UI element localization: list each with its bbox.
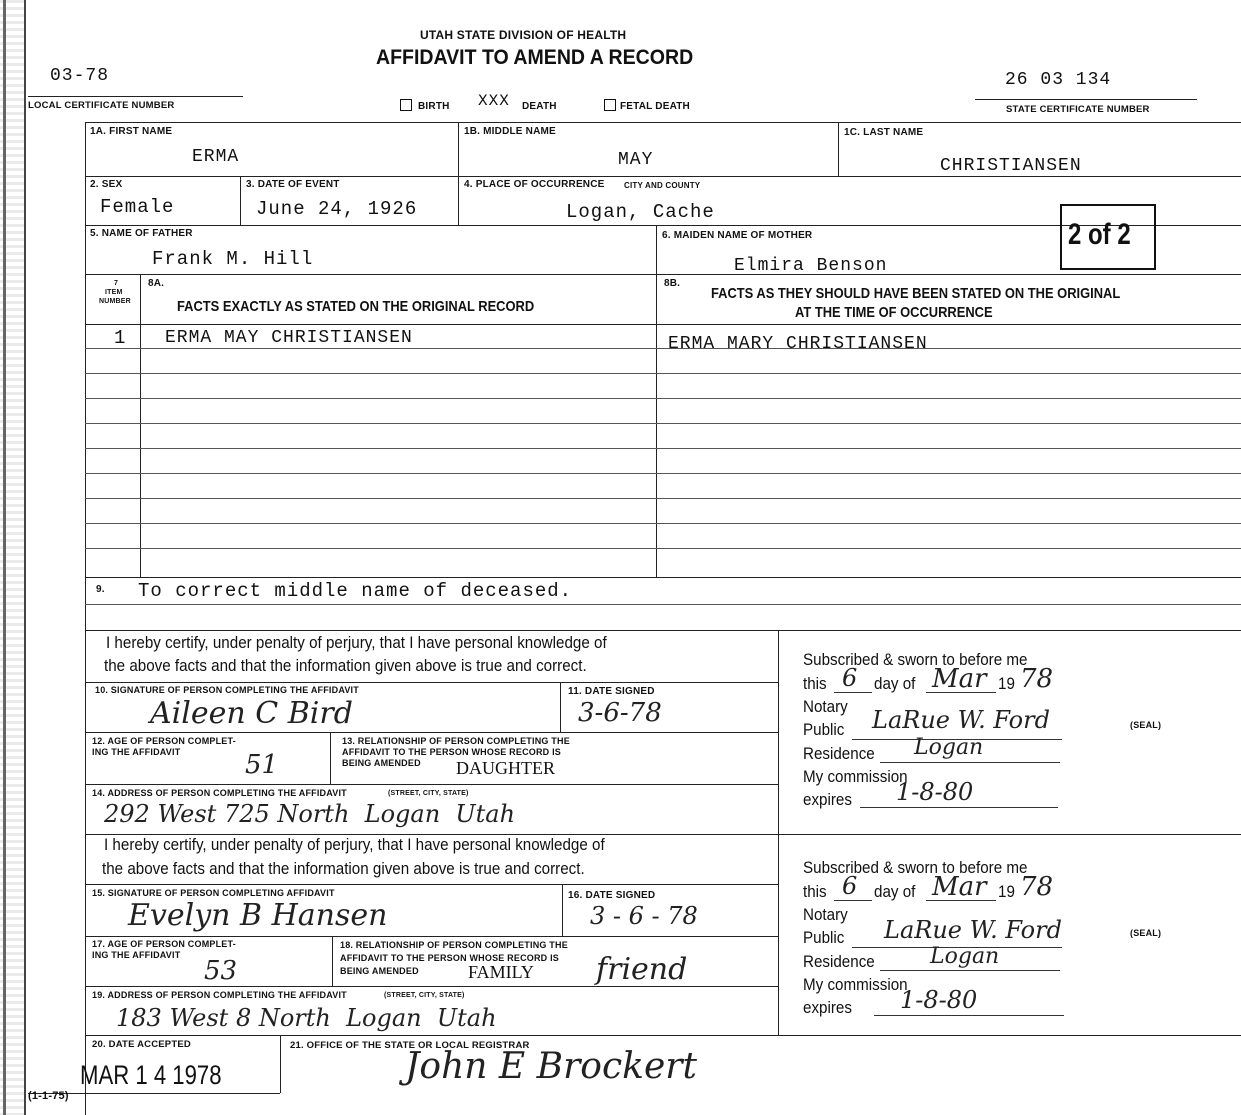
col-8b-heading-2: AT THE TIME OF OCCURRENCE [795,304,993,321]
divider [280,1035,281,1093]
notary1-this: this [803,675,827,693]
divider [778,630,779,1035]
notary1-expires: 1-8-80 [896,778,974,806]
fetal-death-option-label: FETAL DEATH [620,101,690,112]
sex-value: Female [100,196,175,218]
notary2-day: 6 [842,872,858,900]
divider [85,834,1241,835]
divider [560,682,561,732]
divider [85,176,1241,177]
registrar-signature: John E Brockert [405,1046,697,1087]
affiant2-date-label: 16. DATE SIGNED [568,890,656,901]
notary2-residence-line [880,970,1060,971]
item-number-label-3: NUMBER [99,298,131,305]
form-top-border [85,122,1241,123]
affiant2-age: 53 [204,956,238,986]
date-of-event-label: 3. DATE OF EVENT [246,179,340,190]
affiant1-relationship: DAUGHTER [456,758,555,778]
affiant1-address: 292 West 725 North Logan Utah [104,800,516,828]
affiant1-age-label-1: 12. AGE OF PERSON COMPLET- [92,736,236,746]
divider [85,1035,1241,1036]
notary1-year: 78 [1020,664,1054,694]
divider [85,630,1241,631]
affiant2-relationship-label-2: AFFIDAVIT TO THE PERSON WHOSE RECORD IS [340,953,559,963]
affiant2-age-label-1: 17. AGE OF PERSON COMPLET- [92,939,236,949]
notary2-this: this [803,883,827,901]
state-cert-underline [975,99,1197,100]
notary1-month: Mar [932,664,987,694]
fact-row-line [85,523,1241,524]
date-accepted-label: 20. DATE ACCEPTED [92,1039,191,1050]
notary1-expires-line [860,807,1058,808]
binding-edge-line [24,0,26,1115]
fact-row-line [85,398,1241,399]
mother-maiden-name-value: Elmira Benson [734,256,888,276]
birth-option-label: BIRTH [418,101,450,112]
notary2-expires: 1-8-80 [900,986,978,1014]
notary2-month: Mar [932,872,987,902]
notary2-expires-line [874,1015,1064,1016]
divider [458,122,459,177]
notary2-residence-label: Residence [803,953,875,971]
divider [330,732,331,784]
divider [85,324,1241,325]
reason-text: To correct middle name of deceased. [138,580,573,602]
notary1-year-prefix: 19 [998,675,1015,693]
middle-name-value: MAY [618,150,654,170]
divider [240,176,241,226]
form-code: (1-1-75) [28,1090,69,1102]
affiant2-date: 3 - 6 - 78 [590,902,698,930]
divider [85,784,778,785]
notary2-commission-label: My commission [803,976,908,994]
notary1-day-line [834,692,872,693]
affiant1-address-sublabel: (STREET, CITY, STATE) [388,790,469,797]
affiant1-certify-line-2: the above facts and that the information given above is true and correct. [104,657,587,675]
affiant2-relationship-handwritten: friend [596,952,688,987]
death-checkbox-mark[interactable]: XXX [478,92,510,110]
form-left-border [85,122,86,1115]
notary1-public-label: Public [803,721,845,739]
affiant2-relationship-label-3: BEING AMENDED [340,966,419,976]
divider [85,986,778,987]
notary2-notary-label: Notary [803,906,848,924]
affiant1-signature-label: 10. SIGNATURE OF PERSON COMPLETING THE AFFIDAVIT [95,685,359,695]
fact-row-1-item: 1 [114,327,127,349]
divider [85,577,1241,578]
affiant2-address: 183 West 8 North Logan Utah [116,1004,497,1032]
notary2-signature: LaRue W. Ford [884,916,1062,944]
notary2-year-prefix: 19 [998,883,1015,901]
affiant2-relationship: FAMILY [468,962,534,982]
divider [140,274,141,577]
local-cert-underline [28,96,243,97]
affiant2-relationship-label-1: 18. RELATIONSHIP OF PERSON COMPLETING THE [340,940,568,950]
notary1-day: 6 [842,664,858,692]
notary1-residence: Logan [914,735,984,760]
col-8b-num: 8B. [664,278,681,289]
place-of-occurrence-value: Logan, Cache [566,201,715,223]
affiant2-signature: Evelyn B Hansen [128,898,388,933]
affiant1-date-label: 11. DATE SIGNED [568,686,655,697]
fact-row-1-corrected: ERMA MARY CHRISTIANSEN [668,334,928,354]
item-number-label-1: 7 [114,280,119,287]
father-name-label: 5. NAME OF FATHER [90,228,193,239]
form-title: AFFIDAVIT TO AMEND A RECORD [376,46,694,69]
divider [656,225,657,275]
affiant2-certify-line-1: I hereby certify, under penalty of perjury, that I have personal knowledge of [104,836,605,854]
middle-name-label: 1B. MIDDLE NAME [464,126,556,137]
notary1-residence-line [880,762,1060,763]
affiant2-signature-label: 15. SIGNATURE OF PERSON COMPLETING AFFIDAVIT [92,888,335,898]
notary2-expires-label: expires [803,999,852,1017]
divider [85,682,778,683]
affiant1-relationship-label-2: AFFIDAVIT TO THE PERSON WHOSE RECORD IS [342,747,561,757]
item-number-label-2: ITEM [105,289,123,296]
divider [458,176,459,226]
place-sublabel: CITY AND COUNTY [624,181,701,190]
notary1-expires-label: expires [803,791,852,809]
notary1-day-of: day of [874,675,916,693]
date-of-event-value: June 24, 1926 [256,198,418,220]
divider [562,884,563,936]
notary1-seal: (SEAL) [1130,720,1162,730]
affiant1-relationship-label-1: 13. RELATIONSHIP OF PERSON COMPLETING THE [342,736,570,746]
last-name-label: 1C. LAST NAME [844,127,924,138]
affiant2-age-label-2: ING THE AFFIDAVIT [92,950,181,960]
divider [85,936,778,937]
reason-num: 9. [96,584,105,595]
notary1-commission-label: My commission [803,768,908,786]
col-8a-num: 8A. [148,278,165,289]
sex-label: 2. SEX [90,179,123,190]
fact-row-1-original: ERMA MAY CHRISTIANSEN [165,328,413,348]
fact-row-line [85,373,1241,374]
col-8b-heading-1: FACTS AS THEY SHOULD HAVE BEEN STATED ON THE ORIGINAL [711,285,1121,302]
first-name-label: 1A. FIRST NAME [90,126,173,137]
notary1-signature: LaRue W. Ford [872,706,1050,734]
local-certificate-label: LOCAL CERTIFICATE NUMBER [28,100,175,111]
page-stamp-text: 2 of 2 [1068,218,1131,251]
affiant2-certify-line-2: the above facts and that the information given above is true and correct. [102,860,585,878]
notary1-notary-label: Notary [803,698,848,716]
affiant1-relationship-label-3: BEING AMENDED [342,758,421,768]
affiant1-certify-line-1: I hereby certify, under penalty of perjury, that I have personal knowledge of [106,634,607,652]
col-8a-heading: FACTS EXACTLY AS STATED ON THE ORIGINAL RECORD [177,298,535,315]
divider [85,274,1241,275]
state-certificate-label: STATE CERTIFICATE NUMBER [1006,104,1150,115]
death-option-label: DEATH [522,101,557,112]
binding-edge-line-inner [3,0,6,1115]
page-stamp [1060,204,1156,270]
agency-name: UTAH STATE DIVISION OF HEALTH [420,28,627,42]
notary2-year: 78 [1020,872,1054,902]
fact-row-line [85,448,1241,449]
notary2-day-of: day of [874,883,916,901]
divider [332,936,333,986]
affiant1-age-label-2: ING THE AFFIDAVIT [92,747,181,757]
affiant1-date: 3-6-78 [578,698,662,728]
fact-row-line [85,548,1241,549]
divider [85,732,778,733]
state-certificate-number: 26 03 134 [1005,70,1112,90]
last-name-value: CHRISTIANSEN [940,156,1082,176]
notary1-sworn-text: Subscribed & sworn to before me [803,651,1028,669]
registrar-label: 21. OFFICE OF THE STATE OR LOCAL REGISTRAR [290,1040,530,1051]
father-name-value: Frank M. Hill [152,248,314,270]
place-of-occurrence-label: 4. PLACE OF OCCURRENCE [464,179,605,190]
notary2-day-line [834,900,872,901]
affiant1-signature: Aileen C Bird [150,696,353,731]
mother-maiden-name-label: 6. MAIDEN NAME OF MOTHER [662,230,813,241]
affiant2-address-sublabel: (STREET, CITY, STATE) [384,992,465,999]
divider [656,274,657,577]
reason-line [85,604,1241,605]
fact-row-line [85,423,1241,424]
first-name-value: ERMA [192,147,240,167]
notary2-seal: (SEAL) [1130,928,1162,938]
divider [85,884,778,885]
affiant1-age: 51 [245,750,279,780]
local-certificate-number: 03-78 [50,66,110,86]
notary2-sworn-text: Subscribed & sworn to before me [803,859,1028,877]
fact-row-line [85,348,1241,349]
notary2-residence: Logan [930,944,1000,969]
notary1-residence-label: Residence [803,745,875,763]
birth-checkbox[interactable] [400,99,412,111]
divider [838,122,839,177]
fetal-death-checkbox[interactable] [604,99,616,111]
affiant2-address-label: 19. ADDRESS OF PERSON COMPLETING THE AFFIDAVIT [92,990,347,1000]
fact-row-line [85,498,1241,499]
date-accepted-stamp: MAR 1 4 1978 [80,1060,222,1090]
fact-row-line [85,473,1241,474]
notary2-public-label: Public [803,929,845,947]
affiant1-address-label: 14. ADDRESS OF PERSON COMPLETING THE AFFIDAVIT [92,788,347,798]
